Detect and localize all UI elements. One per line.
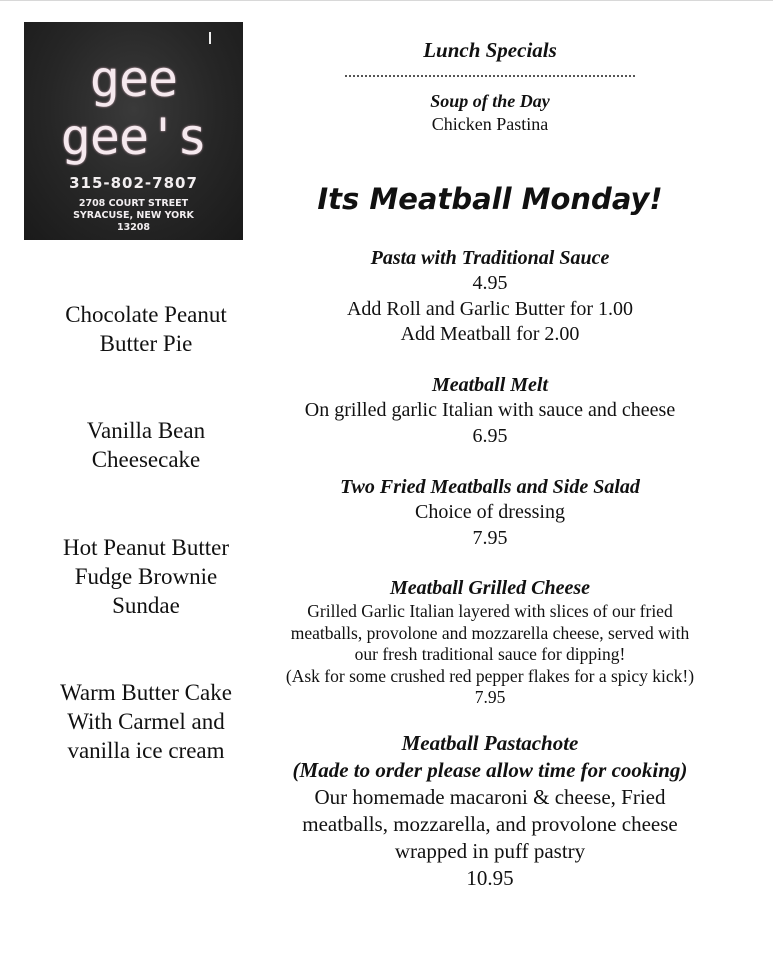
menu-item-price: 7.95 bbox=[474, 687, 506, 707]
soup-of-the-day bbox=[260, 90, 720, 135]
menu-item-detail: Our homemade macaroni & cheese, Fried bbox=[314, 785, 666, 809]
menu-item-name: Meatball Pastachote bbox=[401, 731, 579, 755]
dessert-item bbox=[40, 300, 252, 358]
menu-item-price: 7.95 bbox=[472, 526, 508, 549]
menu-item-price: 6.95 bbox=[472, 424, 508, 447]
logo-address-line: SYRACUSE, NEW YORK bbox=[73, 210, 194, 221]
menu-item bbox=[260, 373, 720, 449]
restaurant-logo bbox=[24, 22, 243, 240]
menu-item bbox=[260, 246, 720, 348]
dessert-line: Chocolate Peanut bbox=[65, 302, 227, 327]
menu-item-detail: meatballs, provolone and mozzarella cheese, served with bbox=[290, 622, 690, 643]
menu-item-price: 10.95 bbox=[466, 866, 514, 890]
dotted-divider bbox=[345, 75, 635, 77]
dessert-line: Warm Butter Cake bbox=[60, 680, 232, 705]
menu-item-detail: Add Meatball for 2.00 bbox=[400, 323, 580, 345]
menu-item-name: Meatball Melt bbox=[431, 374, 549, 396]
dessert-line: Cheesecake bbox=[91, 447, 201, 472]
soup-name: Chicken Pastina bbox=[431, 114, 549, 134]
soup-heading: Soup of the Day bbox=[430, 91, 550, 111]
lunch-specials-heading bbox=[260, 38, 720, 63]
dessert-item bbox=[40, 678, 252, 765]
menu-item-name: Meatball Grilled Cheese bbox=[390, 577, 590, 599]
menu-item-detail: wrapped in puff pastry bbox=[394, 839, 586, 863]
menu-item-detail: On grilled garlic Italian with sauce and cheese bbox=[304, 399, 676, 421]
dessert-line: Hot Peanut Butter bbox=[62, 535, 230, 560]
dessert-item bbox=[40, 416, 252, 474]
dessert-line: Sundae bbox=[112, 593, 180, 618]
menu-item-detail: (Ask for some crushed red pepper flakes for a spicy kick!) bbox=[285, 665, 695, 686]
logo-address bbox=[24, 198, 243, 234]
dessert-line: Vanilla Bean bbox=[86, 418, 206, 443]
logo-address-line: 13208 bbox=[116, 222, 151, 233]
feature-title: Its Meatball Monday! bbox=[317, 182, 663, 216]
menu-item-detail: Choice of dressing bbox=[415, 501, 565, 523]
menu-item-detail: meatballs, mozzarella, and provolone cheese bbox=[302, 812, 678, 836]
menu-item-price: 4.95 bbox=[472, 272, 508, 294]
menu-item-name: Pasta with Traditional Sauce bbox=[370, 247, 610, 269]
dessert-line: Butter Pie bbox=[99, 331, 193, 356]
logo-address-line: 2708 COURT STREET bbox=[78, 198, 189, 209]
lunch-specials-title: Lunch Specials bbox=[423, 38, 557, 62]
top-border bbox=[0, 0, 773, 1]
menu-item-detail: our fresh traditional sauce for dipping! bbox=[354, 644, 626, 664]
menu-item bbox=[260, 576, 720, 709]
menu-item bbox=[260, 730, 720, 892]
menu-item-name: Two Fried Meatballs and Side Salad bbox=[340, 476, 640, 498]
menu-item bbox=[260, 475, 720, 551]
menu-item-detail: Grilled Garlic Italian layered with slices of our fried bbox=[307, 601, 673, 621]
dessert-line: With Carmel and bbox=[67, 709, 225, 734]
dessert-line: Fudge Brownie bbox=[74, 564, 218, 589]
dessert-item bbox=[40, 533, 252, 620]
menu-item-note: (Made to order please allow time for cooking) bbox=[292, 758, 688, 782]
logo-phone: 315-802-7807 bbox=[69, 174, 198, 192]
logo-name: gee gee's bbox=[60, 50, 207, 166]
logo-apostrophe-mark bbox=[209, 32, 211, 44]
dessert-line: vanilla ice cream bbox=[67, 738, 225, 763]
menu-item-detail: Add Roll and Garlic Butter for 1.00 bbox=[346, 297, 634, 320]
